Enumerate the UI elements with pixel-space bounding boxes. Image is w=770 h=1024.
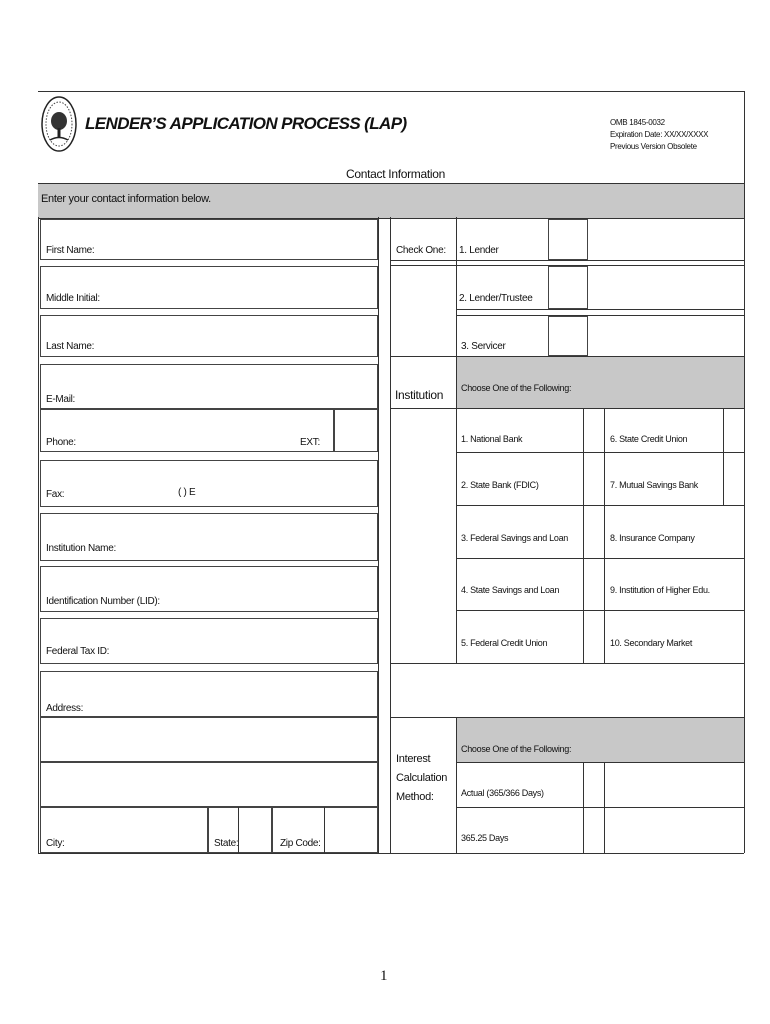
institution-inner-divider [456,357,457,663]
check-row-line-2b [456,315,744,316]
inst-option-3[interactable]: 3. Federal Savings and Loan [461,533,568,543]
lender-trustee-checkbox[interactable] [548,266,588,309]
inst-row-2 [456,505,744,506]
zip-label: Zip Code: [280,838,321,849]
section-title: Contact Information [346,167,446,181]
phone-label: Phone: [46,437,76,448]
obsolete-note: Previous Version Obsolete [610,142,697,151]
inst-option-4[interactable]: 4. State Savings and Loan [461,585,560,595]
option-servicer: 3. Servicer [461,341,506,352]
institution-name-label: Institution Name: [46,543,116,554]
institution-header: Choose One of the Following: [461,383,572,393]
form-top-border [38,91,744,92]
fax-field[interactable] [40,460,378,507]
interest-header-band [456,718,744,763]
option-lender-trustee: 2. Lender/Trustee [459,293,533,304]
address-line-2[interactable] [40,717,378,762]
institution-label: Institution [395,388,444,402]
lid-label: Identification Number (LID): [46,596,160,607]
instructions-text: Enter your contact information below. [41,193,211,205]
inst-row-3 [456,558,744,559]
interest-label-line-2: Calculation [396,772,448,784]
state-label: State: [214,838,239,849]
inst-col-div-3 [723,408,724,505]
lender-checkbox[interactable] [548,219,588,260]
check-row-line-2 [456,309,744,310]
form-right-border [744,91,745,853]
right-section-left-border [390,217,391,853]
tax-id-label: Federal Tax ID: [46,646,110,657]
middle-initial-label: Middle Initial: [46,293,100,304]
city-field[interactable] [40,807,208,853]
interest-label-line-3: Method: [396,791,434,803]
inst-col-div-2 [604,408,605,663]
ext-field[interactable] [334,409,378,452]
check-one-divider [456,217,457,360]
inst-option-7[interactable]: 7. Mutual Savings Bank [610,480,698,490]
interest-option-36525[interactable]: 365.25 Days [461,833,509,843]
interest-option-actual[interactable]: Actual (365/366 Days) [461,788,544,798]
email-field[interactable] [40,364,378,409]
interest-header: Choose One of the Following: [461,744,572,754]
ext-label: EXT: [300,437,320,448]
inst-col-div-1 [583,408,584,663]
check-row-line-1 [390,260,744,261]
inst-row-1 [456,452,744,453]
omb-block [610,117,708,153]
institution-label-line [390,408,456,409]
fax-label: Fax: [46,489,65,500]
left-border [38,217,39,853]
first-name-label: First Name: [46,245,95,256]
form-bottom-border [38,853,744,854]
city-label: City: [46,838,65,849]
page-number: 1 [380,968,388,984]
zip-divider [324,807,325,853]
inst-option-5[interactable]: 5. Federal Credit Union [461,638,548,648]
servicer-checkbox[interactable] [548,316,588,356]
fax-extra: ( ) E [178,487,196,498]
phone-field[interactable] [40,409,334,452]
address-line-3[interactable] [40,762,378,807]
address-label: Address: [46,703,84,714]
option-lender: 1. Lender [459,245,499,256]
left-column-divider [378,217,379,853]
omb-number: OMB 1845-0032 [610,118,665,127]
interest-label-line-1: Interest [396,753,431,765]
interest-label [396,750,447,807]
inst-option-6[interactable]: 6. State Credit Union [610,434,688,444]
inst-option-8[interactable]: 8. Insurance Company [610,533,695,543]
inst-row-4 [456,610,744,611]
inst-option-2[interactable]: 2. State Bank (FDIC) [461,480,539,490]
inst-option-9[interactable]: 9. Institution of Higher Edu. [610,585,710,595]
last-name-label: Last Name: [46,341,95,352]
interest-inner-divider [456,717,457,853]
address-field[interactable] [40,671,378,717]
check-one-label: Check One: [396,245,446,256]
inst-row-5 [390,663,744,664]
email-label: E-Mail: [46,394,76,405]
inst-option-10[interactable]: 10. Secondary Market [610,638,693,648]
form-title: LENDER’S APPLICATION PROCESS (LAP) [85,114,407,133]
inst-option-1[interactable]: 1. National Bank [461,434,523,444]
tax-id-field[interactable] [40,618,378,664]
interest-row-line [456,807,744,808]
expiration-date: Expiration Date: XX/XX/XXXX [610,130,709,139]
department-seal-icon [41,95,77,153]
